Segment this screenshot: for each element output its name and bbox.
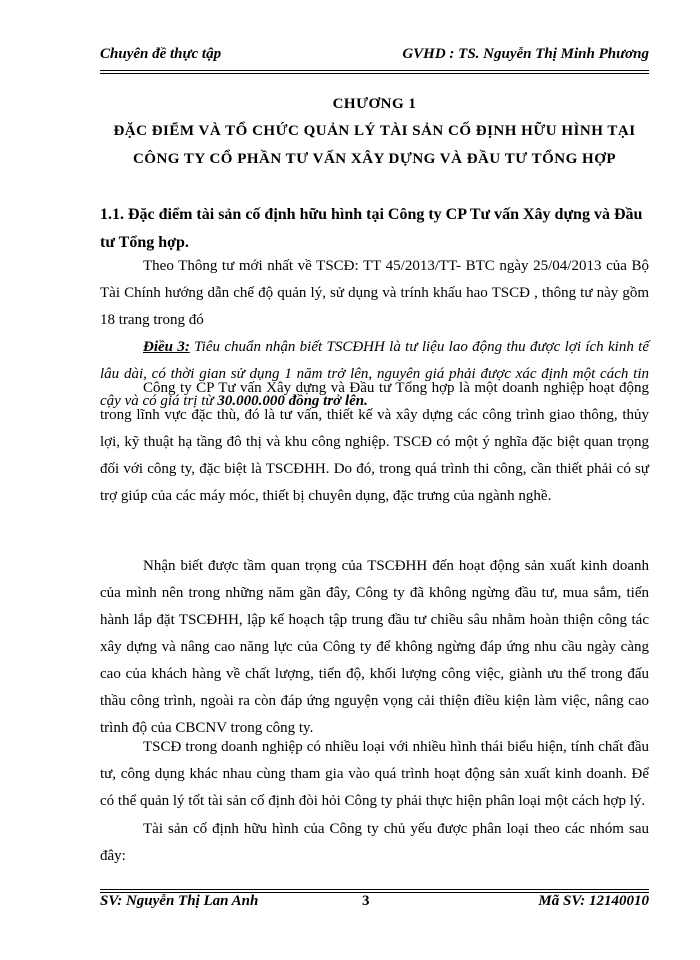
article-label: Điều 3: bbox=[143, 339, 190, 355]
chapter-number: CHƯƠNG 1 bbox=[332, 96, 417, 112]
footer-student-name: SV: Nguyễn Thị Lan Anh bbox=[100, 893, 259, 909]
paragraph-company-intro: Công ty CP Tư vấn Xây dựng và Đầu tư Tổng hợp là một doanh nghiệp hoạt động trong lĩnh vực đặc thù, đó là tư vấn, thiết kế và xây dựng các công trình giao thông, thủy lợi, kỹ thuật hạ tầng đô thị và khu công nghiệp. TSCĐ có một ý nghĩa đặc biệt quan trọng đối với công ty, đặc biệt là TSCĐHH. Do đó, trong quá trình thi công, cần thiết phải có sự trợ giúp của các máy móc, thiết bị chuyên dụng, đặc trưng của ngành nghề. bbox=[100, 380, 649, 504]
section-heading: 1.1. Đặc điểm tài sản cố định hữu hình tại Công ty CP Tư vấn Xây dựng và Đầu tư Tổng hợp. bbox=[100, 206, 643, 251]
paragraph-groups-intro: Tài sản cố định hữu hình của Công ty chủ yếu được phân loại theo các nhóm sau đây: bbox=[100, 821, 649, 864]
header-supervisor: GVHD : TS. Nguyễn Thị Minh Phương bbox=[402, 46, 649, 62]
paragraph-classification: TSCĐ trong doanh nghiệp có nhiều loại với nhiều hình thái biểu hiện, tính chất đầu tư, công dụng khác nhau cùng tham gia vào quá trình hoạt động sản xuất kinh doanh. Để có thể quản lý tốt tài sản cố định đòi hỏi Công ty phải thực hiện phân loại một cách hợp lý. bbox=[100, 739, 649, 809]
header-course-title: Chuyên đề thực tập bbox=[100, 46, 222, 62]
paragraph-circular: Theo Thông tư mới nhất về TSCĐ: TT 45/2013/TT- BTC ngày 25/04/2013 của Bộ Tài Chính hướng dẫn chế độ quản lý, sử dụng và trính khấu hao TSCĐ , thông tư này gồm 18 trang trong đó bbox=[100, 258, 649, 328]
page-number: 3 bbox=[362, 893, 370, 909]
chapter-title-line-2: CÔNG TY CỔ PHẦN TƯ VẤN XÂY DỰNG VÀ ĐẦU TƯ TỔNG HỢP bbox=[132, 151, 617, 167]
chapter-title-line-1: ĐẶC ĐIỂM VÀ TỔ CHỨC QUẢN LÝ TÀI SẢN CỐ ĐỊNH HỮU HÌNH TẠI bbox=[113, 123, 636, 139]
article-text: Tiêu chuẩn nhận biết TSCĐHH là tư liệu lao động thu được lợi ích kinh tế lâu dài, có thời gian sử dụng 1 năm trở lên, nguyên giá phải được xác định một cách tin cậy và có giá trị từ bbox=[100, 339, 649, 409]
paragraph-importance: Nhận biết được tầm quan trọng của TSCĐHH đến hoạt động sản xuất kinh doanh của mình nên trong những năm gần đây, Công ty đã không ngừng đầu tư, mua sắm, tiến hành lắp đặt TSCĐHH, lập kế hoạch tập trung đầu tư chiều sâu nhằm hoàn thiện công tác xây dựng và nâng cao năng lực của Công ty để không ngừng đáp ứng nhu cầu ngày càng cao của khách hàng về chất lượng, tiến độ, khối lượng công việc, giành ưu thế trong đấu thầu công trình, ngoài ra còn đáp ứng nguyện vọng cải thiện điều kiện làm việc, nâng cao trình độ của CBCNV trong công ty. bbox=[100, 558, 649, 736]
header-divider bbox=[100, 70, 649, 74]
footer-student-id: Mã SV: 12140010 bbox=[538, 893, 649, 909]
page-footer bbox=[100, 893, 649, 915]
page-header bbox=[100, 46, 649, 68]
article-threshold: 30.000.000 đồng trở lên. bbox=[217, 393, 368, 409]
